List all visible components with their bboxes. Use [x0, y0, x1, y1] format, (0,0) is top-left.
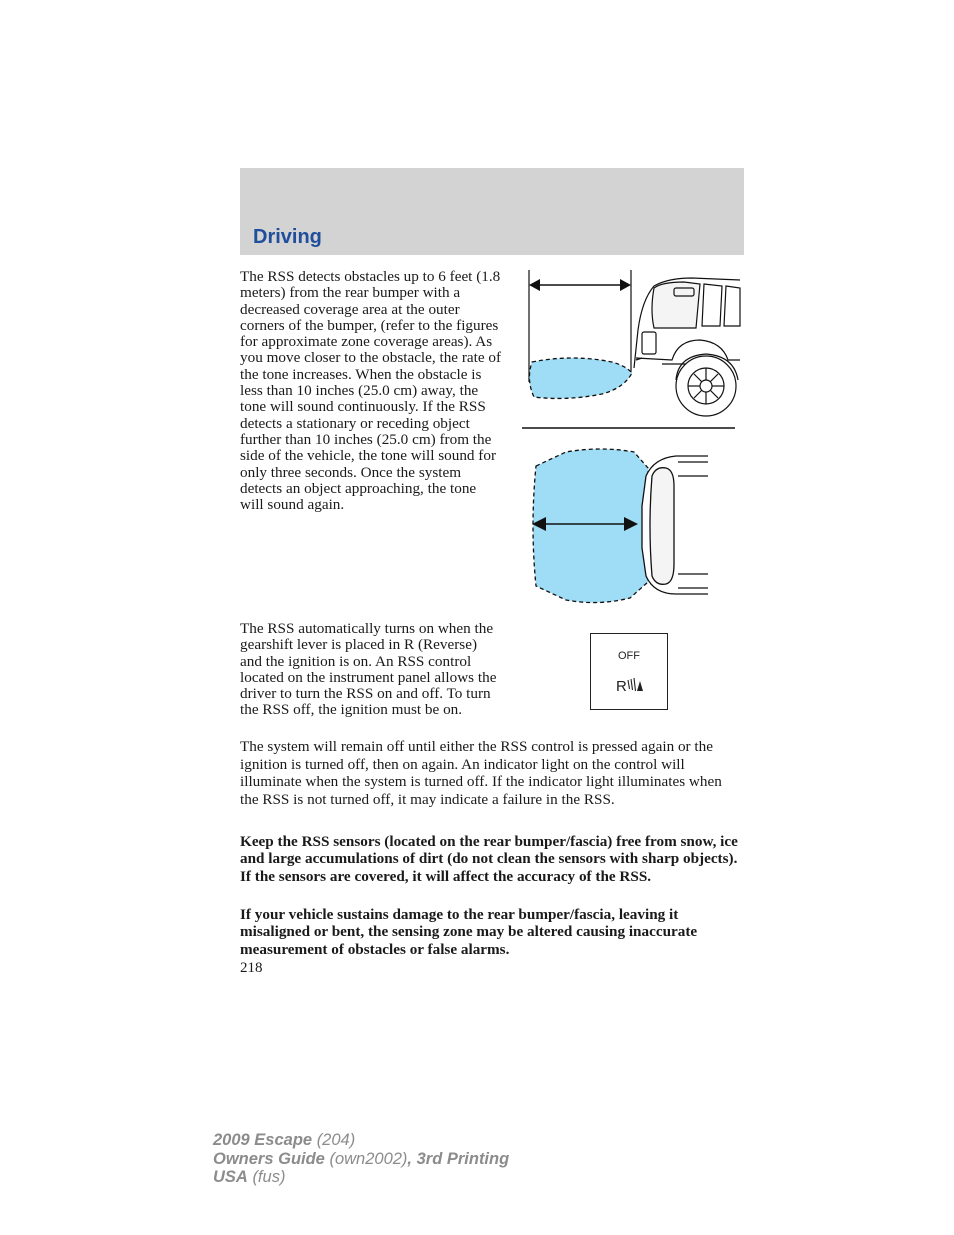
page-number: 218 — [240, 960, 263, 976]
rss-control-button — [590, 633, 668, 710]
paragraph-remain-off: The system will remain off until either the RSS control is pressed again or the ignition is turned off, then on again. An indicator light on the control will illuminate when the system is turned off. If the indicator light illuminates when the RSS is not turned off, it may indicate a failure in the RSS. — [240, 738, 722, 808]
footer-document-info — [213, 1131, 509, 1187]
footer-model: 2009 Escape — [213, 1131, 313, 1149]
warning-sensors: Keep the RSS sensors (located on the rear bumper/fascia) free from snow, ice and large accumulations of dirt (do not clean the sensors with sharp objects). If the sensors are covered, it will affect the accuracy of the RSS. — [240, 833, 738, 885]
footer-line-guide — [213, 1150, 509, 1169]
section-title: Driving — [253, 226, 322, 248]
off-indicator-label: OFF — [618, 650, 640, 662]
footer-printing: , 3rd Printing — [407, 1149, 510, 1168]
footer-line-market — [213, 1168, 509, 1187]
paragraph-turn-on: The RSS automatically turns on when the gearshift lever is placed in R (Reverse) and the ignition is on. An RSS control located on the instrument panel allows the driver to turn the RSS on and off. To turn the RSS off, the ignition must be on. — [240, 620, 497, 719]
footer-guide: Owners Guide — [213, 1149, 325, 1168]
warning-damage: If your vehicle sustains damage to the rear bumper/fascia, leaving it misaligned or bent, the sensing zone may be altered causing inaccurate measurement of obstacles or false alarms. — [240, 906, 698, 958]
paragraph-detection: The RSS detects obstacles up to 6 feet (1.8 meters) from the rear bumper with a decreased coverage area at the outer corners of the bumper, (refer to the figures for approximate zone coverage areas). As you move closer to the obstacle, the rate of the tone increases. When the obstacle is less than 10 inches (25.0 cm) away, the tone will sound continuously. If the RSS detects a stationary or receding object further than 10 inches (25.0 cm) from the side of the vehicle, the tone will sound for only three seconds. Once the system detects an object approaching, the tone will sound again. — [240, 268, 502, 514]
figure-top-view-sensing-zone — [526, 446, 712, 608]
svg-text:R: R — [616, 678, 627, 694]
footer-guide-code: (own2002) — [329, 1149, 408, 1168]
vehicle-rear-top-icon — [642, 456, 708, 594]
figure-side-view-sensing-zone — [522, 270, 742, 432]
footer-market: USA — [213, 1168, 248, 1186]
footer-model-code: (204) — [316, 1131, 356, 1149]
footer-market-code: (fus) — [252, 1168, 286, 1186]
footer-line-model — [213, 1131, 509, 1150]
vehicle-rear-side-icon — [634, 278, 740, 416]
rss-park-aid-icon — [615, 676, 643, 694]
sensing-zone-side — [529, 358, 632, 398]
